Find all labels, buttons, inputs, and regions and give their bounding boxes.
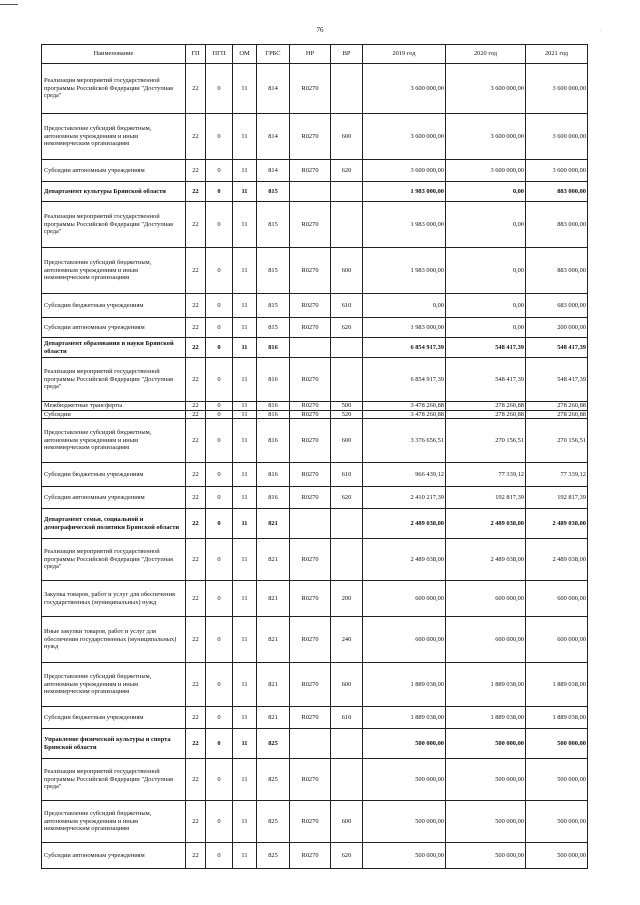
table-row — [42, 402, 588, 411]
cell-nr: R0270 — [290, 581, 331, 617]
cell-2019: 1 889 038,00 — [363, 663, 446, 707]
cell-grbs: 814 — [257, 114, 290, 160]
cell-2021: 883 000,00 — [526, 202, 588, 248]
cell-vr: 620 — [331, 318, 363, 338]
cell-vr — [331, 729, 363, 759]
cell-name: Реализация мероприятий государственной программы Российской Федерации "Доступная среда" — [42, 202, 186, 248]
table-row — [42, 581, 588, 617]
table-row — [42, 358, 588, 402]
table-row — [42, 663, 588, 707]
cell-nr: R0270 — [290, 617, 331, 663]
cell-2020: 500 000,00 — [446, 759, 526, 801]
cell-2019: 500 000,00 — [363, 801, 446, 843]
cell-nr: R0270 — [290, 358, 331, 402]
cell-om: 11 — [233, 114, 257, 160]
cell-gp: 22 — [186, 729, 206, 759]
cell-om: 11 — [233, 539, 257, 581]
cell-grbs: 816 — [257, 410, 290, 419]
cell-name: Субсидии автономным учреждениям — [42, 487, 186, 509]
cell-gp: 22 — [186, 294, 206, 318]
cell-pgp: 0 — [206, 509, 233, 539]
cell-2021: 77 339,12 — [526, 463, 588, 487]
cell-gp: 22 — [186, 539, 206, 581]
cell-pgp: 0 — [206, 64, 233, 114]
cell-vr: 200 — [331, 581, 363, 617]
cell-pgp: 0 — [206, 759, 233, 801]
cell-gp: 22 — [186, 663, 206, 707]
cell-gp: 22 — [186, 114, 206, 160]
cell-2019: 1 983 000,00 — [363, 248, 446, 294]
header-om: ОМ — [233, 45, 257, 64]
cell-2020: 2 489 038,00 — [446, 509, 526, 539]
cell-nr: R0270 — [290, 707, 331, 729]
cell-2019: 1 983 000,00 — [363, 182, 446, 202]
table-row — [42, 182, 588, 202]
page-number: 76 — [316, 26, 324, 34]
cell-grbs: 815 — [257, 318, 290, 338]
cell-2019: 6 854 917,39 — [363, 338, 446, 358]
cell-2020: 600 000,00 — [446, 617, 526, 663]
cell-nr: R0270 — [290, 487, 331, 509]
table-row — [42, 318, 588, 338]
cell-pgp: 0 — [206, 487, 233, 509]
cell-om: 11 — [233, 729, 257, 759]
header-name: Наименование — [42, 45, 186, 64]
cell-pgp: 0 — [206, 463, 233, 487]
table-row — [42, 294, 588, 318]
header-vr: ВР — [331, 45, 363, 64]
cell-2019: 3 376 656,51 — [363, 419, 446, 463]
cell-grbs: 815 — [257, 294, 290, 318]
cell-2019: 3 600 000,00 — [363, 114, 446, 160]
cell-2020: 77 339,12 — [446, 463, 526, 487]
cell-om: 11 — [233, 487, 257, 509]
cell-2019: 1 983 000,00 — [363, 318, 446, 338]
cell-pgp: 0 — [206, 617, 233, 663]
cell-vr: 610 — [331, 294, 363, 318]
cell-grbs: 816 — [257, 487, 290, 509]
cell-pgp: 0 — [206, 410, 233, 419]
cell-2021: 1 889 038,00 — [526, 663, 588, 707]
cell-2021: 3 600 000,00 — [526, 114, 588, 160]
cell-grbs: 816 — [257, 419, 290, 463]
table-row — [42, 801, 588, 843]
cell-name: Реализация мероприятий государственной программы Российской Федерации "Доступная среда" — [42, 358, 186, 402]
cell-nr — [290, 729, 331, 759]
cell-gp: 22 — [186, 707, 206, 729]
cell-om: 11 — [233, 509, 257, 539]
cell-nr — [290, 509, 331, 539]
cell-pgp: 0 — [206, 539, 233, 581]
cell-2021: 500 000,00 — [526, 801, 588, 843]
cell-nr — [290, 338, 331, 358]
cell-om: 11 — [233, 202, 257, 248]
cell-om: 11 — [233, 338, 257, 358]
cell-pgp: 0 — [206, 338, 233, 358]
cell-om: 11 — [233, 64, 257, 114]
cell-2020: 278 260,88 — [446, 410, 526, 419]
cell-om: 11 — [233, 410, 257, 419]
cell-pgp: 0 — [206, 663, 233, 707]
cell-2021: 500 000,00 — [526, 729, 588, 759]
cell-2021: 500 000,00 — [526, 759, 588, 801]
cell-grbs: 816 — [257, 338, 290, 358]
table-row — [42, 114, 588, 160]
cell-grbs: 821 — [257, 707, 290, 729]
cell-pgp: 0 — [206, 294, 233, 318]
cell-vr: 500 — [331, 402, 363, 411]
table-row — [42, 487, 588, 509]
cell-om: 11 — [233, 463, 257, 487]
cell-pgp: 0 — [206, 318, 233, 338]
cell-pgp: 0 — [206, 801, 233, 843]
cell-vr: 620 — [331, 160, 363, 182]
table-row — [42, 248, 588, 294]
cell-pgp: 0 — [206, 160, 233, 182]
cell-om: 11 — [233, 419, 257, 463]
cell-vr — [331, 358, 363, 402]
cell-name: Предоставление субсидий бюджетным, автономным учреждениям и иным некоммерческим организациям — [42, 248, 186, 294]
cell-grbs: 825 — [257, 843, 290, 869]
cell-nr: R0270 — [290, 318, 331, 338]
table-row — [42, 843, 588, 869]
cell-2020: 0,00 — [446, 202, 526, 248]
cell-gp: 22 — [186, 64, 206, 114]
cell-vr — [331, 182, 363, 202]
cell-2021: 3 600 000,00 — [526, 160, 588, 182]
cell-2019: 1 983 000,00 — [363, 202, 446, 248]
cell-2019: 1 889 038,00 — [363, 707, 446, 729]
header-gp: ГП — [186, 45, 206, 64]
cell-2021: 600 000,00 — [526, 617, 588, 663]
cell-2020: 1 889 038,00 — [446, 707, 526, 729]
table-row — [42, 617, 588, 663]
cell-2019: 6 854 917,39 — [363, 358, 446, 402]
cell-pgp: 0 — [206, 114, 233, 160]
cell-vr — [331, 539, 363, 581]
cell-pgp: 0 — [206, 248, 233, 294]
cell-vr: 620 — [331, 487, 363, 509]
cell-gp: 22 — [186, 410, 206, 419]
cell-nr: R0270 — [290, 294, 331, 318]
cell-om: 11 — [233, 801, 257, 843]
cell-nr: R0270 — [290, 843, 331, 869]
cell-nr: R0270 — [290, 114, 331, 160]
cell-2021: 278 260,88 — [526, 402, 588, 411]
cell-nr: R0270 — [290, 410, 331, 419]
cell-nr: R0270 — [290, 663, 331, 707]
budget-table — [41, 44, 588, 869]
cell-vr: 600 — [331, 248, 363, 294]
cell-name: Реализация мероприятий государственной программы Российской Федерации "Доступная среда" — [42, 539, 186, 581]
cell-nr: R0270 — [290, 248, 331, 294]
cell-vr — [331, 509, 363, 539]
cell-vr: 610 — [331, 463, 363, 487]
page-corner-line — [0, 4, 18, 5]
cell-vr: 240 — [331, 617, 363, 663]
table-row — [42, 707, 588, 729]
cell-om: 11 — [233, 663, 257, 707]
cell-name: Управление физической культуры и спорта Брянской области — [42, 729, 186, 759]
cell-nr: R0270 — [290, 64, 331, 114]
cell-name: Закупка товаров, работ и услуг для обеспечения государственных (муниципальных) нужд — [42, 581, 186, 617]
cell-vr: 520 — [331, 410, 363, 419]
cell-pgp: 0 — [206, 202, 233, 248]
cell-gp: 22 — [186, 358, 206, 402]
table-row — [42, 419, 588, 463]
cell-om: 11 — [233, 402, 257, 411]
cell-grbs: 815 — [257, 248, 290, 294]
cell-2020: 548 417,39 — [446, 338, 526, 358]
cell-2019: 0,00 — [363, 294, 446, 318]
table-row — [42, 539, 588, 581]
cell-vr — [331, 338, 363, 358]
cell-om: 11 — [233, 318, 257, 338]
cell-grbs: 821 — [257, 663, 290, 707]
cell-om: 11 — [233, 759, 257, 801]
cell-nr: R0270 — [290, 801, 331, 843]
cell-gp: 22 — [186, 759, 206, 801]
cell-pgp: 0 — [206, 358, 233, 402]
cell-2019: 3 600 000,00 — [363, 64, 446, 114]
header-2020: 2020 год — [446, 45, 526, 64]
cell-grbs: 816 — [257, 402, 290, 411]
cell-2020: 192 817,39 — [446, 487, 526, 509]
cell-grbs: 816 — [257, 463, 290, 487]
cell-2020: 1 889 038,00 — [446, 663, 526, 707]
cell-om: 11 — [233, 581, 257, 617]
cell-name: Реализация мероприятий государственной программы Российской Федерации "Доступная среда" — [42, 759, 186, 801]
cell-name: Субсидии автономным учреждениям — [42, 160, 186, 182]
cell-grbs: 815 — [257, 202, 290, 248]
header-2021: 2021 год — [526, 45, 588, 64]
cell-name: Субсидии автономным учреждениям — [42, 843, 186, 869]
cell-grbs: 825 — [257, 801, 290, 843]
cell-grbs: 814 — [257, 64, 290, 114]
cell-vr: 610 — [331, 707, 363, 729]
cell-2021: 2 489 038,00 — [526, 509, 588, 539]
cell-2020: 0,00 — [446, 294, 526, 318]
cell-gp: 22 — [186, 463, 206, 487]
cell-nr: R0270 — [290, 419, 331, 463]
cell-2019: 3 478 260,88 — [363, 402, 446, 411]
cell-2020: 278 260,88 — [446, 402, 526, 411]
cell-name: Департамент культуры Брянской области — [42, 182, 186, 202]
cell-pgp: 0 — [206, 729, 233, 759]
cell-2019: 3 600 000,00 — [363, 160, 446, 182]
corner-mark: · — [600, 28, 602, 34]
cell-nr: R0270 — [290, 202, 331, 248]
cell-gp: 22 — [186, 338, 206, 358]
cell-name: Субсидии автономным учреждениям — [42, 318, 186, 338]
cell-gp: 22 — [186, 581, 206, 617]
cell-2021: 500 000,00 — [526, 843, 588, 869]
cell-name: Субсидии бюджетным учреждениям — [42, 463, 186, 487]
cell-2021: 883 000,00 — [526, 248, 588, 294]
cell-name: Предоставление субсидий бюджетным, автономным учреждениям и иным некоммерческим организациям — [42, 114, 186, 160]
cell-nr — [290, 182, 331, 202]
cell-gp: 22 — [186, 160, 206, 182]
cell-2021: 883 000,00 — [526, 182, 588, 202]
cell-2019: 500 000,00 — [363, 729, 446, 759]
cell-gp: 22 — [186, 617, 206, 663]
cell-2020: 3 600 000,00 — [446, 160, 526, 182]
table-row — [42, 202, 588, 248]
cell-2021: 270 156,51 — [526, 419, 588, 463]
cell-pgp: 0 — [206, 182, 233, 202]
cell-gp: 22 — [186, 182, 206, 202]
cell-2019: 2 410 217,39 — [363, 487, 446, 509]
cell-vr: 600 — [331, 801, 363, 843]
cell-gp: 22 — [186, 402, 206, 411]
cell-2021: 3 600 000,00 — [526, 64, 588, 114]
cell-grbs: 821 — [257, 617, 290, 663]
cell-pgp: 0 — [206, 707, 233, 729]
cell-2020: 0,00 — [446, 182, 526, 202]
cell-gp: 22 — [186, 248, 206, 294]
table-body — [42, 64, 588, 869]
cell-2020: 0,00 — [446, 318, 526, 338]
cell-vr: 600 — [331, 419, 363, 463]
cell-2020: 270 156,51 — [446, 419, 526, 463]
cell-2019: 2 489 038,00 — [363, 539, 446, 581]
table-row — [42, 160, 588, 182]
cell-name: Департамент семьи, социальной и демографической политики Брянской области — [42, 509, 186, 539]
cell-nr: R0270 — [290, 402, 331, 411]
cell-om: 11 — [233, 248, 257, 294]
cell-2021: 1 889 038,00 — [526, 707, 588, 729]
cell-grbs: 815 — [257, 182, 290, 202]
cell-gp: 22 — [186, 202, 206, 248]
cell-om: 11 — [233, 707, 257, 729]
cell-om: 11 — [233, 182, 257, 202]
cell-name: Предоставление субсидий бюджетным, автономным учреждениям и иным некоммерческим организациям — [42, 801, 186, 843]
cell-gp: 22 — [186, 487, 206, 509]
table-row — [42, 729, 588, 759]
cell-grbs: 816 — [257, 358, 290, 402]
cell-vr — [331, 64, 363, 114]
cell-grbs: 821 — [257, 539, 290, 581]
cell-pgp: 0 — [206, 419, 233, 463]
cell-name: Предоставление субсидий бюджетным, автономным учреждениям и иным некоммерческим организациям — [42, 419, 186, 463]
cell-vr: 600 — [331, 663, 363, 707]
cell-2019: 966 439,12 — [363, 463, 446, 487]
cell-om: 11 — [233, 294, 257, 318]
cell-name: Субсидии бюджетным учреждениям — [42, 294, 186, 318]
cell-pgp: 0 — [206, 581, 233, 617]
cell-2019: 500 000,00 — [363, 759, 446, 801]
cell-gp: 22 — [186, 509, 206, 539]
cell-nr: R0270 — [290, 759, 331, 801]
cell-name: Иные закупки товаров, работ и услуг для обеспечения государственных (муниципальных) нужд — [42, 617, 186, 663]
cell-grbs: 821 — [257, 509, 290, 539]
table-header-row — [42, 45, 588, 64]
cell-name: Субсидии — [42, 410, 186, 419]
cell-2019: 2 489 038,00 — [363, 509, 446, 539]
cell-name: Реализация мероприятий государственной программы Российской Федерации "Доступная среда" — [42, 64, 186, 114]
cell-2020: 500 000,00 — [446, 801, 526, 843]
cell-grbs: 825 — [257, 729, 290, 759]
cell-2020: 500 000,00 — [446, 843, 526, 869]
cell-2021: 600 000,00 — [526, 581, 588, 617]
cell-2020: 2 489 038,00 — [446, 539, 526, 581]
cell-name: Межбюджетные трансферты — [42, 402, 186, 411]
cell-vr: 600 — [331, 114, 363, 160]
cell-2020: 548 417,39 — [446, 358, 526, 402]
cell-om: 11 — [233, 358, 257, 402]
table-row — [42, 64, 588, 114]
table-row — [42, 410, 588, 419]
header-nr: НР — [290, 45, 331, 64]
cell-2019: 600 000,00 — [363, 581, 446, 617]
cell-2021: 278 260,88 — [526, 410, 588, 419]
cell-om: 11 — [233, 843, 257, 869]
table-row — [42, 509, 588, 539]
cell-2021: 2 489 038,00 — [526, 539, 588, 581]
cell-2020: 0,00 — [446, 248, 526, 294]
header-2019: 2019 год — [363, 45, 446, 64]
cell-pgp: 0 — [206, 843, 233, 869]
cell-2021: 192 817,39 — [526, 487, 588, 509]
cell-2020: 3 600 000,00 — [446, 114, 526, 160]
header-grbs: ГРБС — [257, 45, 290, 64]
cell-gp: 22 — [186, 318, 206, 338]
cell-2020: 600 000,00 — [446, 581, 526, 617]
cell-2019: 3 478 260,88 — [363, 410, 446, 419]
table-row — [42, 463, 588, 487]
cell-nr: R0270 — [290, 160, 331, 182]
cell-2021: 200 000,00 — [526, 318, 588, 338]
cell-nr: R0270 — [290, 463, 331, 487]
cell-pgp: 0 — [206, 402, 233, 411]
cell-vr — [331, 202, 363, 248]
cell-2020: 3 600 000,00 — [446, 64, 526, 114]
header-pgp: ПГП — [206, 45, 233, 64]
cell-gp: 22 — [186, 419, 206, 463]
cell-name: Субсидии бюджетным учреждениям — [42, 707, 186, 729]
cell-vr — [331, 759, 363, 801]
cell-gp: 22 — [186, 801, 206, 843]
cell-om: 11 — [233, 617, 257, 663]
table-row — [42, 338, 588, 358]
cell-2021: 548 417,39 — [526, 338, 588, 358]
cell-2021: 683 000,00 — [526, 294, 588, 318]
cell-2020: 500 000,00 — [446, 729, 526, 759]
cell-2021: 548 417,39 — [526, 358, 588, 402]
table-row — [42, 759, 588, 801]
cell-name: Предоставление субсидий бюджетным, автономным учреждениям и иным некоммерческим организациям — [42, 663, 186, 707]
cell-grbs: 825 — [257, 759, 290, 801]
cell-name: Департамент образования и науки Брянской области — [42, 338, 186, 358]
cell-grbs: 814 — [257, 160, 290, 182]
cell-grbs: 821 — [257, 581, 290, 617]
cell-gp: 22 — [186, 843, 206, 869]
cell-2019: 600 000,00 — [363, 617, 446, 663]
cell-vr: 620 — [331, 843, 363, 869]
cell-nr: R0270 — [290, 539, 331, 581]
cell-2019: 500 000,00 — [363, 843, 446, 869]
cell-om: 11 — [233, 160, 257, 182]
